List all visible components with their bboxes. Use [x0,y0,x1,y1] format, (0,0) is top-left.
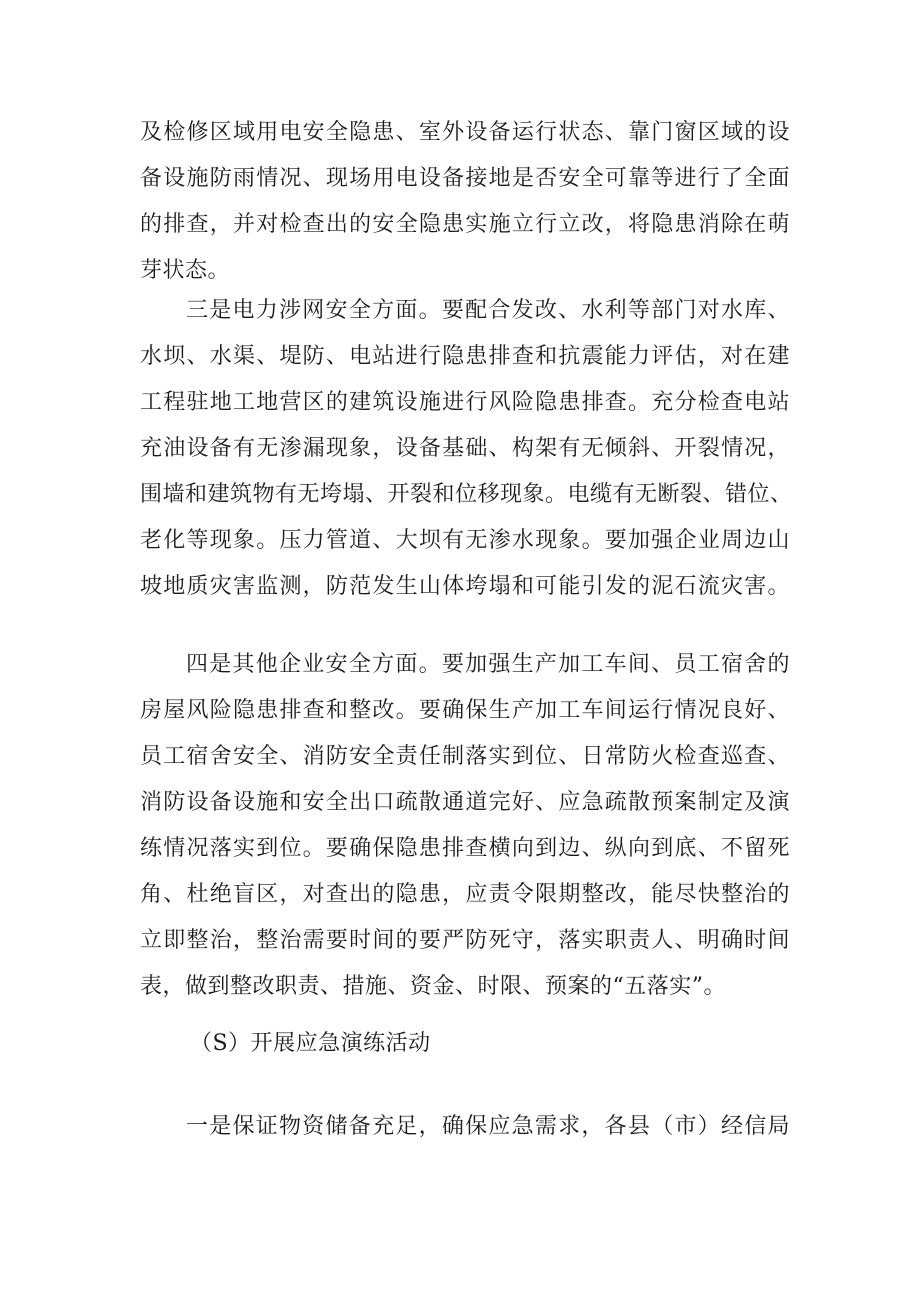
text-line: 表，做到整改职责、措施、资金、时限、预案的“五落实”。 [140,974,726,999]
paragraph-other-enterprise-safety [140,642,790,1010]
text-line: 备设施防雨情况、现场用电设备接地是否安全可靠等进行了全面 [140,166,790,191]
text-line: 围墙和建筑物有无垮塌、开裂和位移现象。电缆有无断裂、错位、 [140,482,793,507]
text-line: 芽状态。 [140,258,231,283]
paragraph-power-grid-safety [140,288,793,610]
section-heading: （S）开展应急演练活动 [190,1031,431,1056]
text-line: 及检修区域用电安全隐患、室外设备运行状态、靠门窗区域的设 [140,120,790,145]
text-line: 四是其他企业安全方面。要加强生产加工车间、员工宿舍的 [186,652,790,677]
text-line: 员工宿舍安全、消防安全责任制落实到位、日常防火检查巡查、 [140,744,790,769]
paragraph-supplies [140,1104,790,1150]
text-line: 充油设备有无渗漏现象，设备基础、构架有无倾斜、开裂情况， [140,436,790,461]
text-line: 水坝、水渠、堤防、电站进行隐患排查和抗震能力评估，对在建 [140,344,790,369]
text-line: 房屋风险隐患排查和整改。要确保生产加工车间运行情况良好、 [140,698,790,723]
text-line: 角、杜绝盲区，对查出的隐患，应责令限期整改，能尽快整治的 [140,882,790,907]
text-line: 老化等现象。压力管道、大坝有无渗水现象。要加强企业周边山 [140,528,790,553]
text-line: 一是保证物资储备充足，确保应急需求，各县（市）经信局 [186,1114,790,1139]
text-line: 练情况落实到位。要确保隐患排查横向到边、纵向到底、不留死 [140,836,790,861]
paragraph-continued [140,110,790,294]
text-line: 立即整治，整治需要时间的要严防死守，落实职责人、明确时间 [140,928,790,953]
text-line: 消防设备设施和安全出口疏散通道完好、应急疏散预案制定及演 [140,790,790,815]
text-line: 工程驻地工地营区的建筑设施进行风险隐患排查。充分检查电站 [140,390,790,415]
text-line: 坡地质灾害监测，防范发生山体垮塌和可能引发的泥石流灾害。 [140,574,790,599]
text-line: 的排查，并对检查出的安全隐患实施立行立改，将隐患消除在萌 [140,212,790,237]
text-line: 三是电力涉网安全方面。要配合发改、水利等部门对水库、 [186,298,790,323]
